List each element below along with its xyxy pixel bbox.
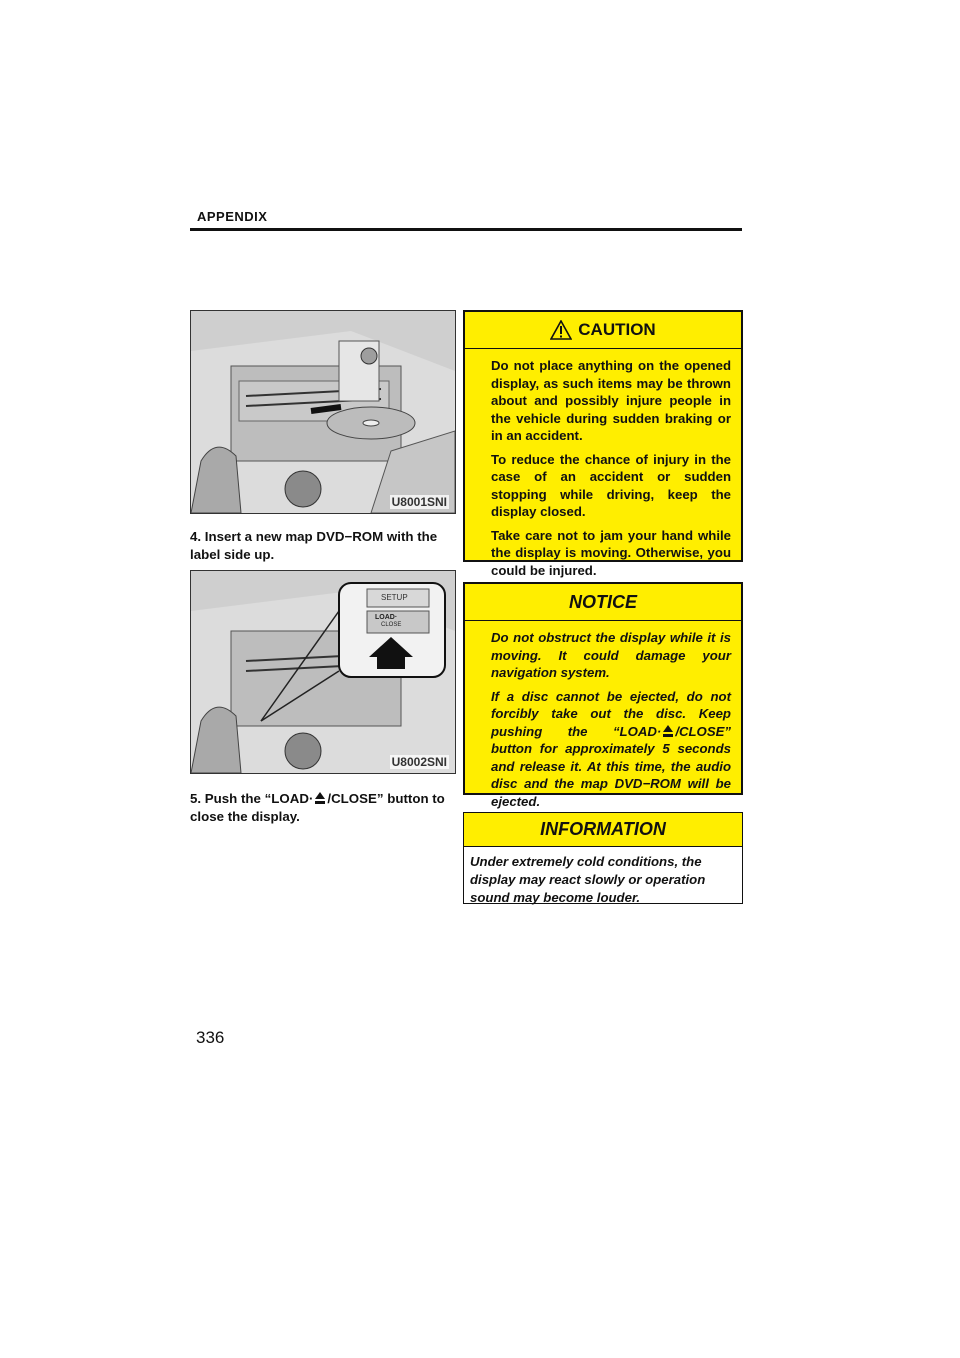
eject-icon	[662, 724, 674, 738]
notice-title: NOTICE	[568, 591, 637, 612]
figure-code: U8001SNI	[391, 495, 447, 509]
caution-title: CAUTION	[578, 320, 656, 339]
caution-item-text: Do not place anything on the opened display, as such items may be thrown about and possibly injure people in the vehicle during sudden braking or in an accident.	[491, 358, 731, 443]
step-5-text-start: 5. Push the “LOAD·	[190, 791, 314, 806]
dashboard-illustration	[191, 311, 455, 513]
caution-header	[465, 312, 741, 349]
notice-list	[465, 621, 741, 810]
figure-load-close-button	[190, 570, 456, 774]
setup-button-label: SETUP	[381, 593, 408, 602]
eject-icon	[314, 791, 326, 805]
step-4-text: 4. Insert a new map DVD−ROM with the label side up.	[190, 529, 438, 562]
caution-item-text: To reduce the chance of injury in the case of an accident or sudden stopping while driving, keep the display closed.	[491, 451, 731, 519]
information-title: INFORMATION	[540, 819, 666, 839]
figure-insert-dvd	[190, 310, 456, 514]
notice-item-text-start: If a disc cannot be ejected, do not forcibly take out the disc. Keep pushing the “LOAD·	[491, 688, 731, 739]
step-5-text-end: /CLOSE” button to close the display.	[190, 791, 445, 824]
caution-box	[463, 310, 743, 578]
caution-item	[475, 357, 731, 445]
information-header	[464, 813, 742, 847]
warning-triangle-icon	[550, 320, 572, 340]
caution-item	[475, 527, 731, 580]
notice-item	[475, 688, 731, 811]
caution-item-text: Take care not to jam your hand while the display is moving. Otherwise, you could be injured.	[491, 527, 731, 578]
notice-header	[465, 584, 741, 621]
notice-box	[463, 582, 743, 809]
step-5-text	[190, 790, 456, 826]
section-header: APPENDIX	[197, 209, 268, 224]
dashboard-illustration	[191, 571, 455, 773]
load-button-label: LOAD·	[375, 614, 398, 621]
notice-item-text: Do not obstruct the display while it is moving. It could damage your navigation system.	[491, 630, 731, 680]
page-number: 336	[196, 1028, 225, 1047]
close-button-label: CLOSE	[381, 622, 402, 628]
notice-item-text-end: /CLOSE” button for approximately 5 seconds and release it. At this time, the audio disc and the map DVD−ROM will be ejected.	[491, 723, 731, 809]
information-box	[463, 812, 743, 904]
notice-item	[475, 629, 731, 682]
caution-item	[475, 451, 731, 521]
caution-list	[465, 349, 741, 579]
figure-code: U8002SNI	[391, 755, 447, 769]
information-text: Under extremely cold conditions, the display may react slowly or operation sound may become louder.	[470, 854, 706, 905]
header-rule	[190, 228, 742, 231]
